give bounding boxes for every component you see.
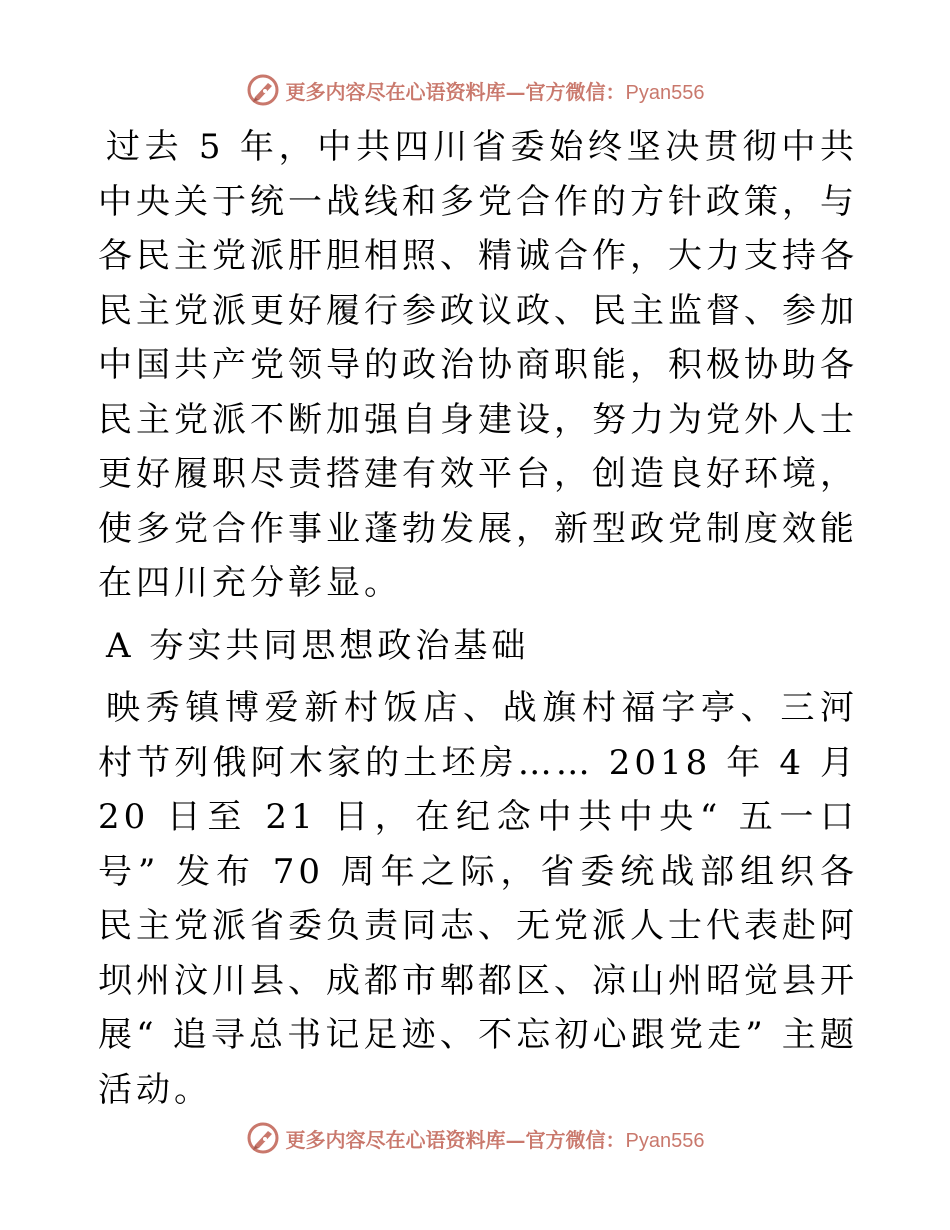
footer-watermark-banner [0,1118,950,1158]
watermark-text: 更多内容尽在心语资料库—官方微信：Pyan556 [285,79,705,104]
pen-logo-icon [246,73,280,107]
section-heading: A 夯实共同思想政治基础 [106,625,530,666]
paragraph-intro: 过去 5 年，中共四川省委始终坚决贯彻中共中央关于统一战线和多党合作的方针政策，与各民主党派肝胆相照、精诚合作，大力支持各民主党派更好履行参政议政、民主监督、参加中国共产党领导的政治协商职能，积极协助各民主党派不断加强自身建设，努力为党外人士更好履职尽责搭建有效平台，创造良好环境，使多党合作事业蓬勃发展，新型政党制度效能在四川充分彰显。 [98,127,858,603]
pen-logo-icon [246,1121,280,1155]
document-body [98,120,858,1117]
watermark-text: 更多内容尽在心语资料库—官方微信：Pyan556 [285,1127,705,1152]
paragraph-section-a: 映秀镇博爱新村饭店、战旗村福字亭、三河村节列俄阿木家的土坯房…… 2018 年 4 月 20 日至 21 日，在纪念中共中央“ 五一口号” 发布 70 周年之际，省委统战部组织各民主党派省委负责同志、无党派人士代表赴阿坝州汶川县、成都市郫都区、凉山州昭觉县开展“ 追寻总书记足迹、不忘初心跟党走” 主题活动。 [98,688,858,1110]
header-watermark-banner [0,70,950,110]
